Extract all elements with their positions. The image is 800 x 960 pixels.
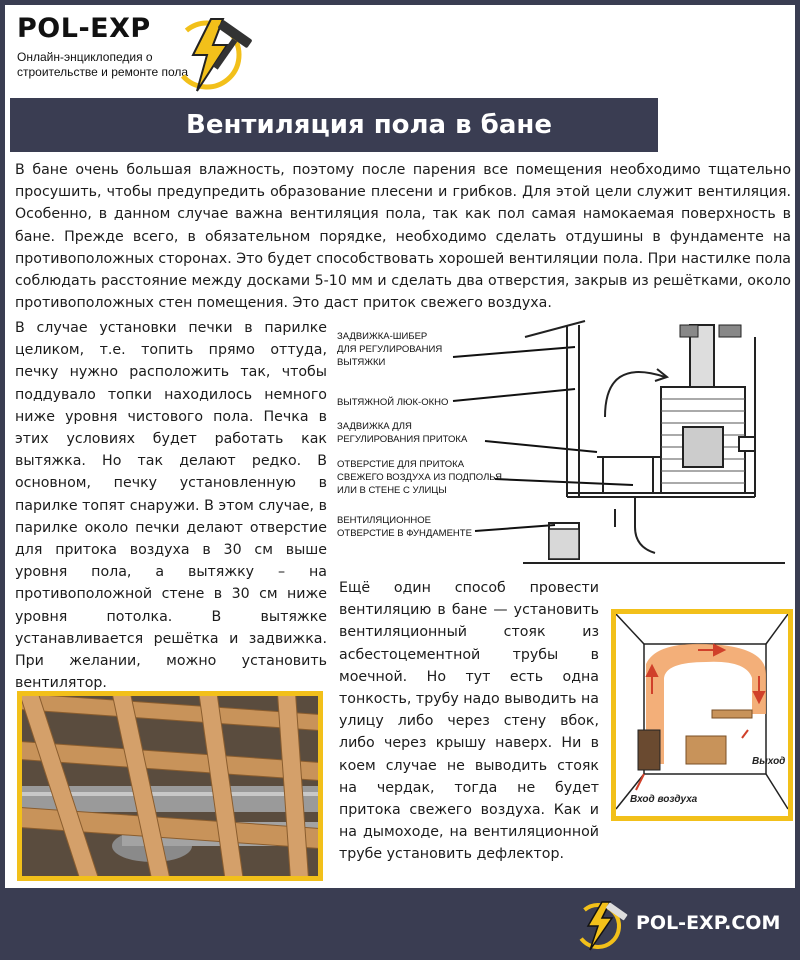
exit-label: Выход	[752, 756, 786, 767]
title-bar	[10, 98, 658, 152]
ventilation-diagram	[335, 317, 795, 573]
diagram-label: ОТВЕРСТИЕ ДЛЯ ПРИТОКА	[337, 459, 465, 470]
sauna-airflow-image	[611, 609, 793, 821]
diagram-label: ЗАДВИЖКА ДЛЯ	[337, 421, 412, 432]
diagram-label: ЗАДВИЖКА-ШИБЕР	[337, 331, 428, 342]
right-column-paragraph: Ещё один способ провести вентиляцию в бане — установить вентиляционный стояк из асбестоцементной трубы в моечной. Но тут есть одна тонкость, трубу надо выводить на улицу либо через стену вбок, либо через крышу наверх. Ни в коем случае не выводить стояк на чердак, тогда не будет притока свежего воздуха. Как и на дымоходе, на вентиляционной трубе установить дефлектор.	[339, 580, 599, 863]
diagram-label: ВЕНТИЛЯЦИОННОЕ	[337, 515, 431, 526]
diagram-label: ВЫТЯЖКИ	[337, 357, 386, 368]
footer-site-link[interactable]: POL-EXP.COM	[636, 912, 781, 934]
floor-joists-image	[22, 696, 318, 876]
brand-tagline: Онлайн-энциклопедия о строительстве и ремонте пола	[17, 50, 189, 79]
footer	[0, 888, 800, 960]
left-column-paragraph: В случае установки печки в парилке целиком, т.е. топить прямо оттуда, печку нужно расположить так, чтобы поддувало топки находилось немного ниже уровня чистового пола. Печка в этих условиях будет работать как вытяжка. Но так делают редко. В основном, печку установленную в парилке топят снаружи. В этом случае, в парилке около печки делают отверстие для притока воздуха в 30 см выше уровня пола, а вытяжку – на противоположной стене в 30 см ниже уровня потолка. В вытяжке устанавливается решётка и задвижка. При желании, можно установить вентилятор.	[15, 320, 327, 692]
diagram-label: ОТВЕРСТИЕ В ФУНДАМЕНТЕ	[337, 528, 472, 539]
intro-paragraph: В бане очень большая влажность, поэтому после парения все помещения необходимо тщательно просушить, чтобы предупредить образование плесени и грибков. Для этой цели служит вентиляция. Особенно, в данном случае важна вентиляция пола, так как пол самая намокаемая поверхность в бане. Прежде всего, в обязательном порядке, необходимо сделать отдушины в фундаменте на противоположных сторонах. Это будет способствовать хорошей вентиляции пола. При настилке пола соблюдать расстояние между досками 5-10 мм и сделать два отверстия, закрыв из решётками, около противоположных стен помещения. Это даст приток свежего воздуха.	[15, 162, 791, 312]
diagram-label: СВЕЖЕГО ВОЗДУХА ИЗ ПОДПОЛЬЯ	[337, 472, 502, 483]
diagram-label: ДЛЯ РЕГУЛИРОВАНИЯ	[337, 344, 443, 355]
page-title: Вентиляция пола в бане	[186, 110, 552, 140]
diagram-label: РЕГУЛИРОВАНИЯ ПРИТОКА	[337, 434, 468, 445]
brand-name[interactable]: POL-EXP	[17, 13, 151, 44]
air-entry-label: Вход воздуха	[630, 794, 698, 805]
lightning-hammer-logo-icon	[167, 15, 255, 95]
sauna-airflow-drawing	[616, 614, 788, 816]
footer-logo-icon[interactable]	[572, 898, 630, 954]
diagram-label: ВЫТЯЖНОЙ ЛЮК-ОКНО	[337, 397, 449, 408]
diagram-label: ИЛИ В СТЕНЕ С УЛИЦЫ	[337, 485, 447, 496]
floor-joists-photo	[17, 691, 323, 881]
page	[5, 5, 795, 888]
